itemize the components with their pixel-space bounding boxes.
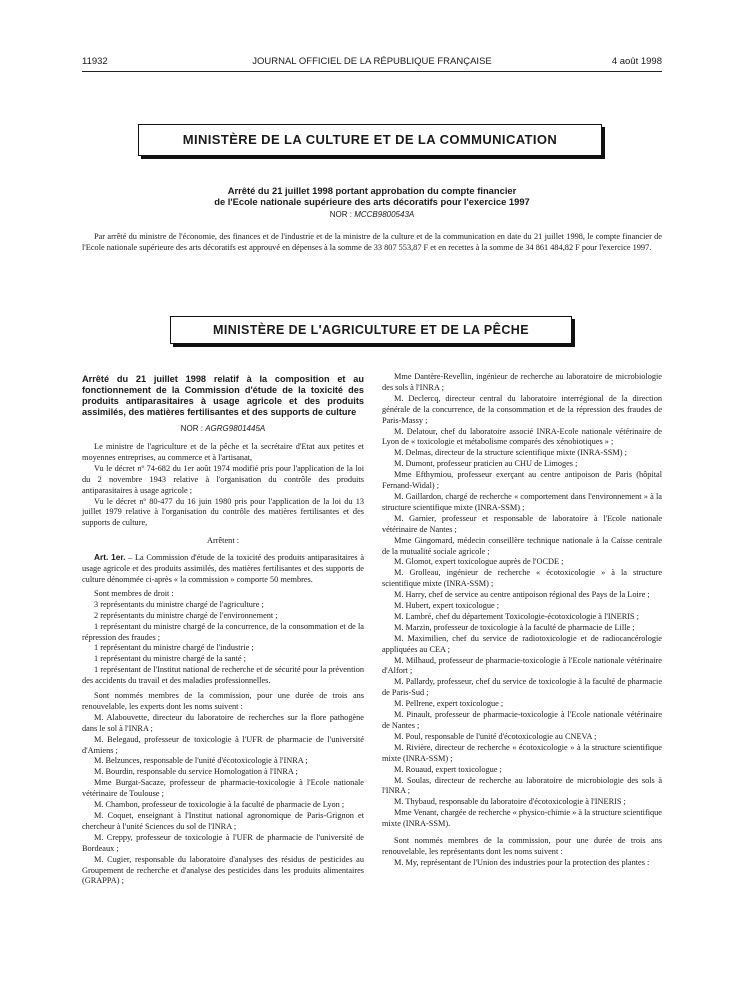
list-item: M. Maximilien, chef du service de radiotoxicologie et de radiocancérologie appliquées au CEA ; <box>382 633 662 654</box>
running-header <box>82 56 662 70</box>
droit-intro: Sont membres de droit : <box>94 588 174 598</box>
list-item: M. Bourdin, responsable du service Homologation à l'INRA ; <box>94 767 298 777</box>
list-item: M. Alabouvette, directeur du laboratoire de recherches sur la flore pathogène dans le sol à l'INRA ; <box>82 712 364 733</box>
experts-intro: Sont nommés membres de la commission, pour une durée de trois ans renouvelable, les experts dont les noms suivent : <box>82 691 364 711</box>
list-item: M. Creppy, professeur de toxicologie à l'UFR de pharmacie de l'université de Bordeaux ; <box>82 832 364 853</box>
nor-code: MCCB9800543A <box>354 210 415 219</box>
list-item: M. Glomot, expert toxicologue auprès de l'OCDE ; <box>394 557 564 567</box>
culture-decree-title <box>82 185 662 207</box>
culture-title-line2: de l'Ecole nationale supérieure des arts décoratifs pour l'exercice 1997 <box>214 196 530 207</box>
list-item: M. Belzunces, responsable de l'unité d'écotoxicologie à l'INRA ; <box>94 756 308 766</box>
article-1 <box>82 552 364 586</box>
list-item: 1 représentant du ministre chargé de la concurrence, de la consommation et de la répression des fraudes ; <box>82 621 364 642</box>
list-item: 2 représentants du ministre chargé de l'environnement ; <box>94 610 278 620</box>
ministry-agriculture-box: MINISTÈRE DE L'AGRICULTURE ET DE LA PÊCHE <box>170 316 572 344</box>
list-item: M. Dumont, professeur praticien au CHU de Limoges ; <box>394 459 578 469</box>
list-item: Mme Dantère-Revellin, ingénieur de recherche au laboratoire de microbiologie des sols à l'INRA ; <box>382 372 662 392</box>
culture-decree-body: Par arrêté du ministre de l'économie, des finances et de l'industrie et de la ministre de la culture et de la communication en date du 21 juillet 1998, le compte financier de l'Ecole nationale supérieure des arts décoratifs est approuvé en dépenses à la somme de 33 807 553,87 F et en recettes à la somme de 34 861 484,82 F pour l'exercice 1997. <box>82 232 662 252</box>
nor-label: NOR : <box>329 210 352 219</box>
list-item: M. Thybaud, responsable du laboratoire d'écotoxicologie à l'INERIS ; <box>394 797 626 807</box>
list-item: M. Grolleau, ingénieur de recherche « écotoxicologie » à la structure scientifique mixte (INRA-SSM) ; <box>382 568 662 589</box>
list-item: M. Lambré, chef du département Toxicologie-écotoxicologie à l'INERIS ; <box>394 611 639 621</box>
list-item: M. Garnier, professeur et responsable de laboratoire à l'Ecole nationale vétérinaire de Nantes ; <box>382 513 662 534</box>
list-item: M. Declercq, directeur central du laboratoire interrégional de la direction générale de la concurrence, de la consommation et de la répression des fraudes de Paris-Massy ; <box>382 393 662 425</box>
list-item: M. Hubert, expert toxicologue ; <box>394 601 500 611</box>
reps-intro: Sont nommés membres de la commission, pour une durée de trois ans renouvelable, les représentants dont les noms suivent : <box>382 836 662 856</box>
intro-paragraph: Le ministre de l'agriculture et de la pêche et la secrétaire d'Etat aux petites et moyennes entreprises, au commerce et à l'artisanat, <box>82 442 364 462</box>
list-item: M. Delmas, directeur de la structure scientifique mixte (INRA-SSM) ; <box>394 448 627 458</box>
list-item: M. Cugier, responsable du laboratoire d'analyses des résidus de pesticides au Groupement de recherche et d'analyse des pesticides dans les produits alimentaires (GRAPPA) ; <box>82 854 364 886</box>
nor-label: NOR : <box>180 424 203 433</box>
list-item: M. Belegaud, professeur de toxicologie à l'UFR de pharmacie de l'université d'Amiens ; <box>82 734 364 755</box>
list-item: M. Rouaud, expert toxicologue ; <box>394 764 502 774</box>
header-rule <box>82 71 662 72</box>
list-item: M. Milhaud, professeur de pharmacie-toxicologie à l'Ecole nationale vétérinaire d'Alfort ; <box>382 655 662 676</box>
article-1-label: Art. 1er. <box>94 552 126 563</box>
list-item: M. Poul, responsable de l'unité d'écotoxicologie au CNEVA ; <box>394 731 597 741</box>
list-item: M. Coquet, enseignant à l'Institut national agronomique de Paris-Grignon et chercheur à l'unité Sciences du sol de l'INRA ; <box>82 811 364 831</box>
list-item: Mme Burgat-Sacaze, professeur de pharmacie-toxicologie à l'Ecole nationale vétérinaire de Toulouse ; <box>82 778 364 799</box>
journal-title: JOURNAL OFFICIEL DE LA RÉPUBLIQUE FRANÇAISE <box>252 56 492 67</box>
arretent: Arrêtent : <box>206 536 240 546</box>
list-item: 3 représentants du ministre chargé de l'agriculture ; <box>94 599 264 609</box>
issue-date: 4 août 1998 <box>611 56 662 67</box>
intro-paragraph: Vu le décret nº 80-477 du 16 juin 1980 pris pour l'application de la loi du 13 juillet 1979 relative à l'organisation du contrôle des matières fertilisantes et des supports de culture, <box>82 496 364 528</box>
intro-paragraph: Vu le décret nº 74-682 du 1er août 1974 modifié pris pour l'application de la loi du 2 novembre 1943 relative à l'organisation du contrôle des produits antiparasitaires à usage agricole ; <box>82 463 364 495</box>
list-item: M. Harry, chef de service au centre antipoison régional des Pays de la Loire ; <box>394 590 650 600</box>
nor-code: AGRG9801445A <box>205 424 266 433</box>
list-item: M. Pinault, professeur de pharmacie-toxicologie à l'Ecole nationale vétérinaire de Nantes ; <box>382 710 662 730</box>
article-1-text: – La Commission d'étude de la toxicité des produits antiparasitaires à usage agricole et des produits assimilés, des matières fertilisantes et des supports de culture dénommée ci-après « la commission » comporte 50 membres. <box>82 553 364 584</box>
culture-title-line1: Arrêté du 21 juillet 1998 portant approbation du compte financier <box>227 185 517 196</box>
culture-nor <box>82 210 662 219</box>
list-item: Mme Efthymiou, professeur exerçant au centre antipoison de Paris (hôpital Fernand-Widal) ; <box>382 470 662 491</box>
list-item: 1 représentant du ministre chargé de l'industrie ; <box>94 643 254 653</box>
list-item: M. Delatour, chef du laboratoire associé INRA-Ecole nationale vétérinaire de Lyon de « toxicologie et métabolisme comparés des xénobiotiques » ; <box>382 426 662 447</box>
list-item: M. Rivière, directeur de recherche « écotoxicologie » à la structure scientifique mixte (INRA-SSM) ; <box>382 742 662 763</box>
list-item: M. My, représentant de l'Union des industries pour la protection des plantes : <box>394 857 650 867</box>
list-item: M. Pellrene, expert toxicologue ; <box>394 699 504 709</box>
list-item: M. Chambon, professeur de toxicologie à la faculté de pharmacie de Lyon ; <box>94 800 345 810</box>
list-item: 1 représentant du ministre chargé de la santé ; <box>94 654 246 664</box>
list-item: M. Marzin, professeur de toxicologie à la faculté de pharmacie de Lille ; <box>394 622 635 632</box>
page-number: 11932 <box>82 56 108 67</box>
left-column <box>82 374 364 887</box>
list-item: M. Gaillardon, chargé de recherche « comportement dans l'environnement » à la structure scientifique mixte (INRA-SSM) ; <box>382 491 662 512</box>
agriculture-nor <box>82 424 364 433</box>
list-item: M. Soulas, directeur de recherche au laboratoire de microbiologie des sols à l'INRA ; <box>382 775 662 796</box>
list-item: 1 représentant de l'Institut national de recherche et de sécurité pour la prévention des accidents du travail et des maladies professionnelles. <box>82 665 364 686</box>
ministry-culture-box: MINISTÈRE DE LA CULTURE ET DE LA COMMUNICATION <box>138 124 602 156</box>
agriculture-decree-title: Arrêté du 21 juillet 1998 relatif à la composition et au fonctionnement de la Commission d'étude de la toxicité des produits antiparasitaires à usage agricole et des produits assimilés, des matières fertilisantes et des supports de culture <box>82 374 364 417</box>
list-item: M. Pallardy, professeur, chef du service de toxicologie à la faculté de pharmacie de Paris-Sud ; <box>382 677 662 698</box>
right-column <box>382 372 662 869</box>
list-item: Mme Venant, chargée de recherche « physico-chimie » à la structure scientifique mixte (INRA-SSM). <box>382 808 662 829</box>
list-item: Mme Gingomard, médecin conseillère technique nationale à la Caisse centrale de la mutualité sociale agricole ; <box>382 535 662 556</box>
